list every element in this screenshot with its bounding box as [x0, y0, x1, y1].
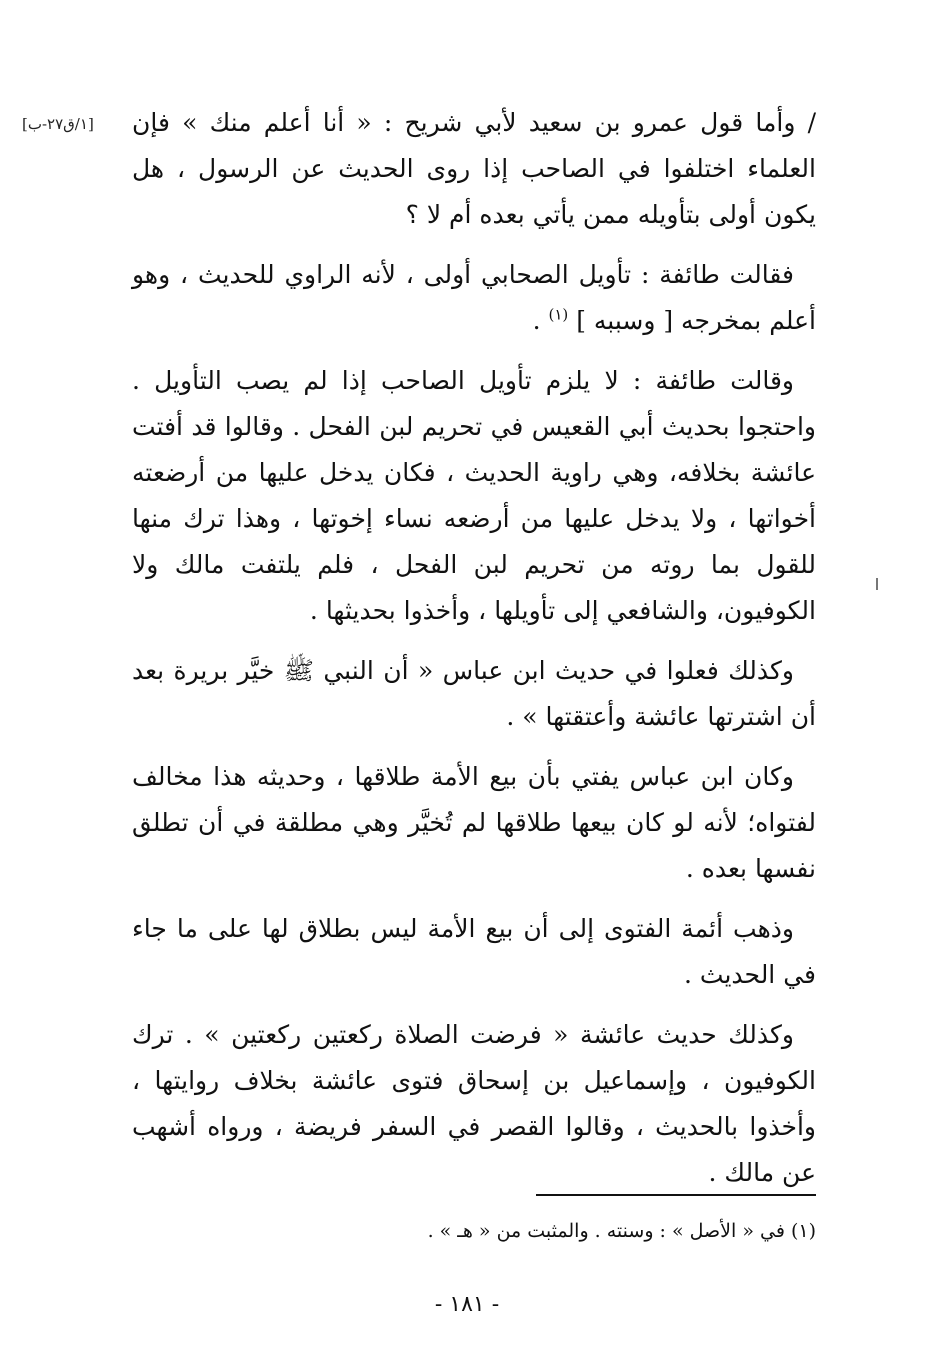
paragraph-7: وكذلك حديث عائشة « فرضت الصلاة ركعتين ركعتين » . ترك الكوفيون ، وإسماعيل بن إسحاق فتوى عائشة بخلاف روايتها ، وأخذوا بالحديث ، وقالوا القصر في السفر فريضة ، ورواه أشهب عن مالك . — [132, 1020, 816, 1187]
paragraph-6: وذهب أئمة الفتوى إلى أن بيع الأمة ليس بطلاق لها على ما جاء في الحديث . — [132, 914, 816, 989]
paragraph-4: وكذلك فعلوا في حديث ابن عباس « أن النبي ﷺ خيَّر بريرة بعد أن اشترتها عائشة وأعتقتها » . — [132, 656, 816, 731]
paragraph-1: / وأما قول عمرو بن سعيد لأبي شريح : « أنا أعلم منك » فإن العلماء اختلفوا في الصاحب إذا روى الحديث عن الرسول ، هل يكون أولى بتأويله ممن يأتي بعده أم لا ؟ — [132, 108, 816, 229]
paragraph-5: وكان ابن عباس يفتي بأن بيع الأمة طلاقها ، وحديثه هذا مخالف لفتواه؛ لأنه لو كان بيعها طلاقها لم تُخيَّر وهي مطلقة في أن تطلق نفسها بعده . — [132, 762, 816, 883]
main-text — [132, 100, 816, 1210]
footnote: (١) في « الأصل » : وسنته . والمثبت من « هـ » . — [427, 1220, 816, 1242]
scan-speck — [876, 578, 878, 590]
manuscript-folio-reference: [١/ق٢٧-ب] — [22, 115, 94, 133]
footnote-marker: (١) — [548, 305, 569, 324]
paragraph-3: وقالت طائفة : لا يلزم تأويل الصاحب إذا لم يصب التأويل . واحتجوا بحديث أبي القعيس في تحريم لبن الفحل . وقالوا قد أفتت عائشة بخلافه، وهي راوية الحديث ، فكان يدخل عليها من أرضعته أخواتها ، ولا يدخل عليها من أرضعه نساء إخوتها ، وهذا ترك منها للقول بما روته من تحريم لبن الفحل ، فلم يلتفت مالك ولا الكوفيون، والشافعي إلى تأويلها ، وأخذوا بحديثها . — [132, 366, 816, 625]
paragraph-2-end: . — [532, 306, 541, 335]
paragraph-2-text: فقالت طائفة : تأويل الصحابي أولى ، لأنه الراوي للحديث ، وهو أعلم بمخرجه [ وسببه ] — [132, 260, 816, 335]
page-number: - ١٨١ - — [434, 1292, 500, 1317]
paragraph-2 — [132, 252, 816, 344]
footnote-divider — [536, 1194, 816, 1196]
